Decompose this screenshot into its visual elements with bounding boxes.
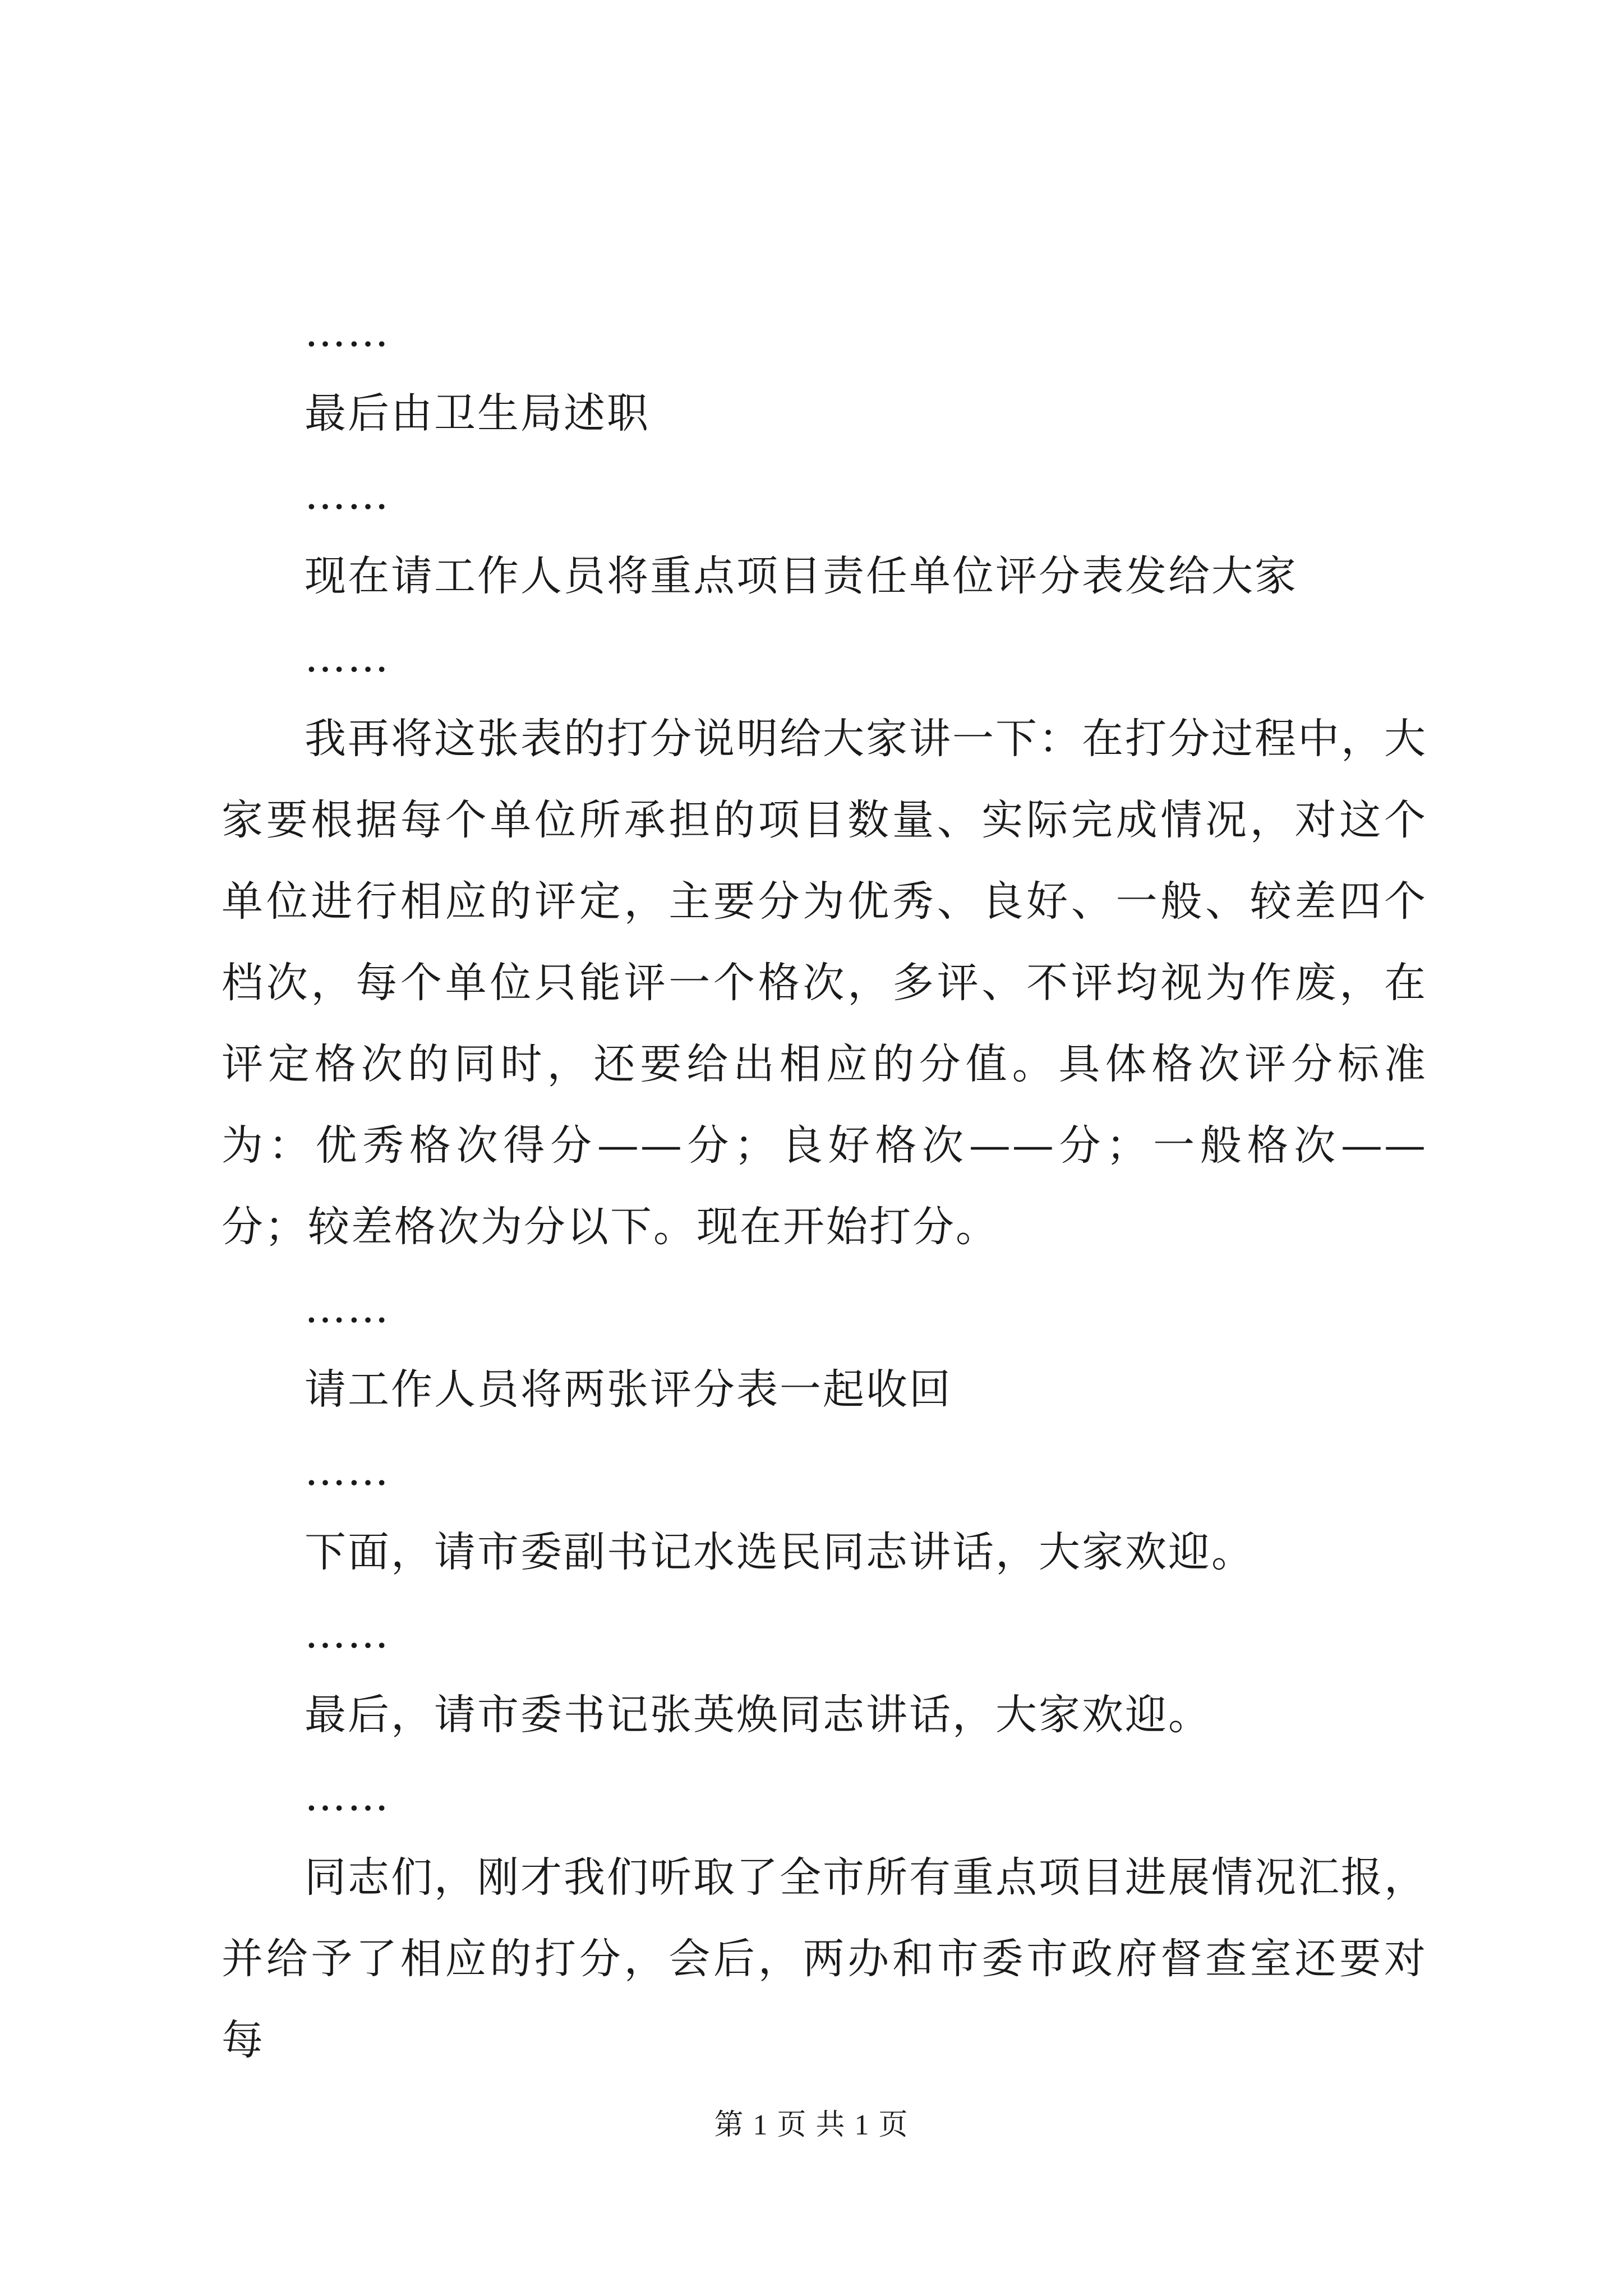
ellipsis-4: …… [305,1284,390,1332]
ellipsis-1: …… [305,308,390,356]
text-line-5: 最后，请市委书记张英焕同志讲话，大家欢迎。 [305,1691,1211,1739]
ellipsis-6: …… [305,1609,390,1658]
document-body [222,292,1427,2081]
text-line-1: 最后由卫生局述职 [305,389,650,438]
text-line-3: 请工作人员将两张评分表一起收回 [305,1365,952,1414]
text-line-4: 下面，请市委副书记水选民同志讲话，大家欢迎。 [305,1528,1255,1576]
closing-paragraph: 同志们，刚才我们听取了全市所有重点项目进展情况汇报，并给予了相应的打分，会后，两办和市委市政府督查室还要对每 [222,1853,1427,2064]
ellipsis-2: …… [305,471,390,519]
scoring-instructions-paragraph: 我再将这张表的打分说明给大家讲一下：在打分过程中，大家要根据每个单位所承担的项目数量、实际完成情况，对这个单位进行相应的评定，主要分为优秀、良好、一般、较差四个档次，每个单位只能评一个格次，多评、不评均视为作废，在评定格次的同时，还要给出相应的分值。具体格次评分标准为：优秀格次得分——分；良好格次——分；一般格次——分；较差格次为分以下。现在开始打分。 [222,715,1427,1251]
ellipsis-5: …… [305,1447,390,1495]
text-line-2: 现在请工作人员将重点项目责任单位评分表发给大家 [305,552,1298,600]
ellipsis-7: …… [305,1772,390,1820]
page-footer: 第 1 页 共 1 页 [714,2109,909,2141]
ellipsis-3: …… [305,633,390,682]
